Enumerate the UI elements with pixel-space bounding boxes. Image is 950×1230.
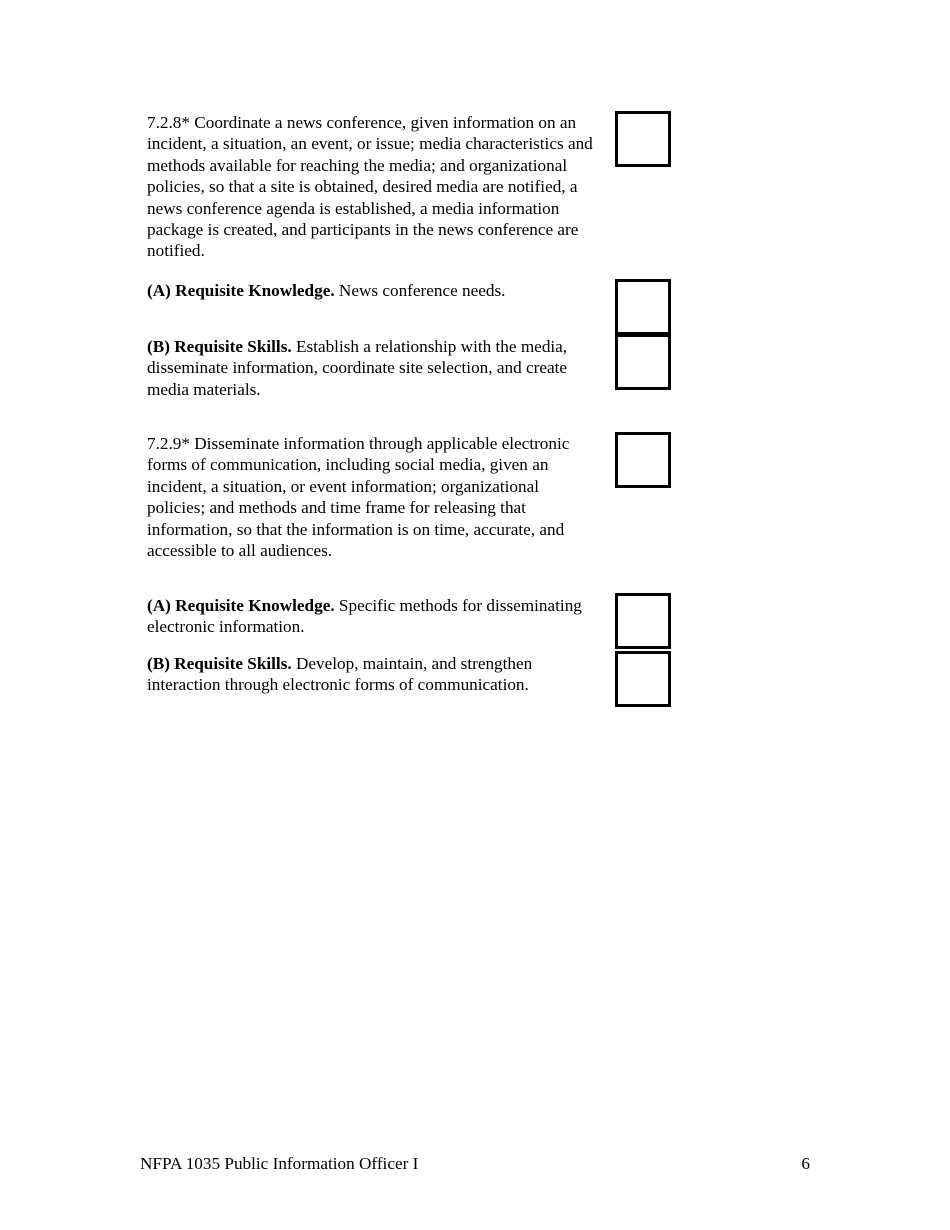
item-7-2-9-a-checkbox[interactable] [615, 593, 671, 649]
item-7-2-9-a-body: Specific methods for disseminating electronic information. [147, 596, 582, 637]
item-7-2-9-a-label: (A) Requisite Knowledge. [147, 596, 335, 615]
item-7-2-8-a-body: News conference needs. [334, 281, 506, 300]
item-7-2-8-a-label: (A) Requisite Knowledge. [147, 281, 335, 300]
item-7-2-9-b-label: (B) Requisite Skills. [147, 654, 292, 673]
footer-title: NFPA 1035 Public Information Officer I [140, 1154, 419, 1173]
item-7-2-8-a-checkbox[interactable] [615, 279, 671, 335]
item-7-2-9-text: 7.2.9* Disseminate information through applicable electronic forms of communication, including social media, given an incident, a situation, or event information; organizational policies; and methods and time frame for releasing that information, so that the information is on time, accurate, and accessible to all audiences. [147, 434, 570, 561]
page-number: 6 [801, 1154, 810, 1173]
item-7-2-9-b-checkbox[interactable] [615, 651, 671, 707]
item-7-2-8-b-body: Establish a relationship with the media, disseminate information, coordinate site selection, and create media materials. [147, 337, 568, 399]
item-7-2-8-checkbox[interactable] [615, 111, 671, 167]
item-7-2-9-checkbox[interactable] [615, 432, 671, 488]
item-7-2-9-a-text [147, 595, 599, 638]
item-7-2-9-b-text [147, 653, 599, 696]
item-7-2-8-a-text [147, 280, 599, 301]
item-7-2-8-b-text [147, 336, 599, 400]
item-7-2-8-b-label: (B) Requisite Skills. [147, 337, 292, 356]
item-7-2-8-text: 7.2.8* Coordinate a news conference, given information on an incident, a situation, an event, or issue; media characteristics and methods available for reaching the media; and organizational policies, so that a site is obtained, desired media are notified, a news conference agenda is established, a media information package is created, and participants in the news conference are notified. [147, 113, 593, 261]
item-7-2-9-b-body: Develop, maintain, and strengthen interaction through electronic forms of communication. [147, 654, 533, 695]
item-7-2-8-b-checkbox[interactable] [615, 334, 671, 390]
